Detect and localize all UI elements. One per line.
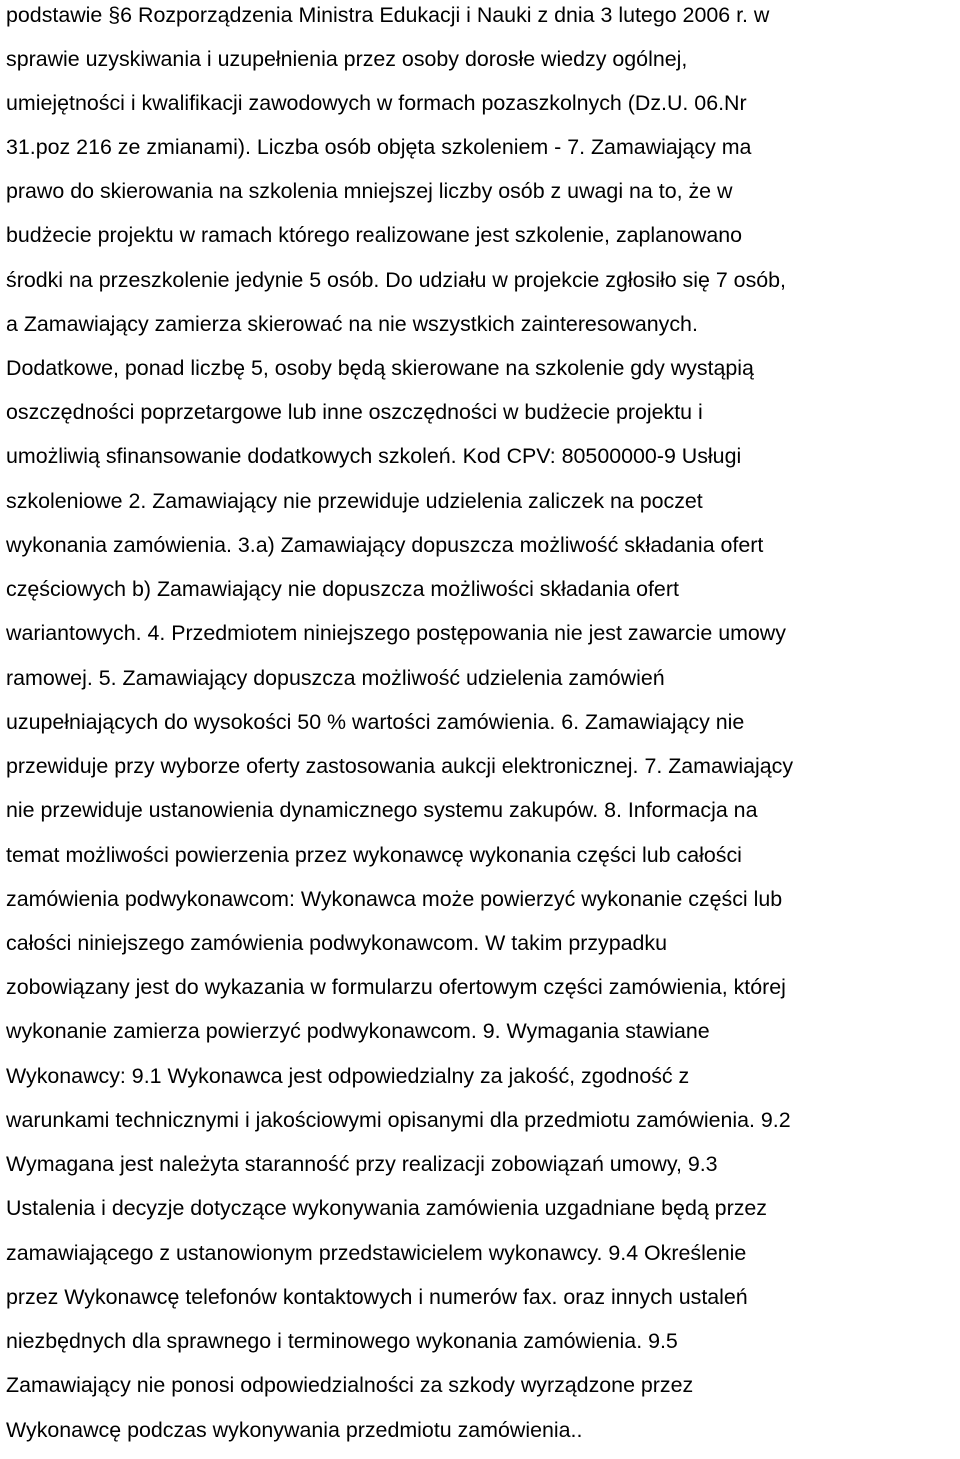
text-line: nie przewiduje ustanowienia dynamicznego systemu zakupów. 8. Informacja na bbox=[6, 798, 758, 822]
text-line: budżecie projektu w ramach którego realizowane jest szkolenie, zaplanowano bbox=[6, 223, 743, 247]
text-line: Ustalenia i decyzje dotyczące wykonywania zamówienia uzgadniane będą przez bbox=[6, 1196, 767, 1220]
text-line: środki na przeszkolenie jedynie 5 osób. Do udziału w projekcie zgłosiło się 7 osób, bbox=[6, 268, 786, 292]
text-line: ramowej. 5. Zamawiający dopuszcza możliwość udzielenia zamówień bbox=[6, 666, 665, 690]
text-line: częściowych b) Zamawiający nie dopuszcza możliwości składania ofert bbox=[6, 577, 679, 601]
text-line: umożliwią sfinansowanie dodatkowych szkoleń. Kod CPV: 80500000-9 Usługi bbox=[6, 444, 742, 468]
text-line: prawo do skierowania na szkolenia mniejszej liczby osób z uwagi na to, że w bbox=[6, 179, 733, 203]
text-line: wariantowych. 4. Przedmiotem niniejszego postępowania nie jest zawarcie umowy bbox=[6, 621, 786, 645]
text-line: przewiduje przy wyborze oferty zastosowania aukcji elektronicznej. 7. Zamawiający bbox=[6, 754, 794, 778]
text-line: oszczędności poprzetargowe lub inne oszczędności w budżecie projektu i bbox=[6, 400, 703, 424]
text-line: temat możliwości powierzenia przez wykonawcę wykonania części lub całości bbox=[6, 843, 742, 867]
text-line: zobowiązany jest do wykazania w formularzu ofertowym części zamówienia, której bbox=[6, 975, 786, 999]
text-line: zamówienia podwykonawcom: Wykonawca może powierzyć wykonanie części lub bbox=[6, 887, 783, 911]
text-line: podstawie §6 Rozporządzenia Ministra Edukacji i Nauki z dnia 3 lutego 2006 r. w bbox=[6, 3, 770, 27]
text-line: Wykonawcę podczas wykonywania przedmiotu zamówienia.. bbox=[6, 1418, 583, 1442]
text-line: a Zamawiający zamierza skierować na nie wszystkich zainteresowanych. bbox=[6, 312, 698, 336]
text-line: 31.poz 216 ze zmianami). Liczba osób objęta szkoleniem - 7. Zamawiający ma bbox=[6, 135, 752, 159]
text-line: uzupełniających do wysokości 50 % wartości zamówienia. 6. Zamawiający nie bbox=[6, 710, 745, 734]
text-line: wykonanie zamierza powierzyć podwykonawcom. 9. Wymagania stawiane bbox=[6, 1019, 710, 1043]
text-line: całości niniejszego zamówienia podwykonawcom. W takim przypadku bbox=[6, 931, 668, 955]
text-line: warunkami technicznymi i jakościowymi opisanymi dla przedmiotu zamówienia. 9.2 bbox=[6, 1108, 791, 1132]
text-line: zamawiającego z ustanowionym przedstawicielem wykonawcy. 9.4 Określenie bbox=[6, 1241, 747, 1265]
text-line: Wykonawcy: 9.1 Wykonawca jest odpowiedzialny za jakość, zgodność z bbox=[6, 1064, 690, 1088]
text-line: Wymagana jest należyta staranność przy realizacji zobowiązań umowy, 9.3 bbox=[6, 1152, 718, 1176]
text-line: szkoleniowe 2. Zamawiający nie przewiduje udzielenia zaliczek na poczet bbox=[6, 489, 703, 513]
text-line: umiejętności i kwalifikacji zawodowych w formach pozaszkolnych (Dz.U. 06.Nr bbox=[6, 91, 747, 115]
text-line: sprawie uzyskiwania i uzupełnienia przez osoby dorosłe wiedzy ogólnej, bbox=[6, 47, 688, 71]
text-line: Zamawiający nie ponosi odpowiedzialności za szkody wyrządzone przez bbox=[6, 1373, 694, 1397]
text-line: niezbędnych dla sprawnego i terminowego wykonania zamówienia. 9.5 bbox=[6, 1329, 678, 1353]
text-line: przez Wykonawcę telefonów kontaktowych i numerów fax. oraz innych ustaleń bbox=[6, 1285, 748, 1309]
text-line: Dodatkowe, ponad liczbę 5, osoby będą skierowane na szkolenie gdy wystąpią bbox=[6, 356, 754, 380]
text-line: wykonania zamówienia. 3.a) Zamawiający dopuszcza możliwość składania ofert bbox=[6, 533, 764, 557]
